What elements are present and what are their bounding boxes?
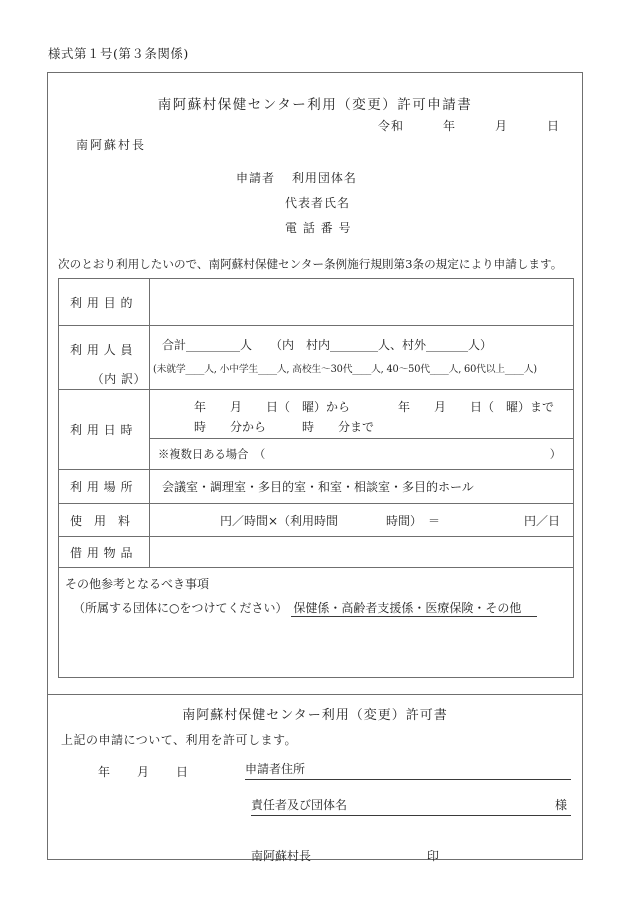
people-row [59,326,573,390]
other-heading: その他参考となるべき事項 [65,577,210,591]
people-label-breakdown: （内 訳） [91,372,146,386]
applicant-field-org-name: 利用団体名 [291,171,357,185]
datetime-multiday-cell [150,439,573,469]
datetime-date-line: 年 月 日（ 曜）から 年 月 日（ 曜）まで [194,400,555,414]
items-value-cell [150,537,573,567]
applicant-row-org [236,166,582,191]
usage-table [58,278,574,678]
multiday-close-paren: ） [549,448,561,461]
applicant-field-phone: 電 話 番 号 [285,221,352,235]
form-number-label: 様式第１号(第３条関係) [48,46,189,61]
datetime-label: 利 用 日 時 [59,390,150,469]
people-total-line: 合計_________人 （内 村内________人、村外_______人） [162,338,493,352]
people-value-cell [150,326,573,389]
honorific-label: 様 [554,798,567,812]
items-row [59,537,573,568]
purpose-value-cell [150,279,573,325]
place-row [59,470,573,504]
applicant-address-label: 申請者住所 [245,762,306,776]
people-breakdown-line: (未就学____人, 小中学生____人, 高校生～30代____人, 40～50代____人, 60代以上____人) [153,364,537,375]
datetime-range-cell [150,390,573,439]
people-label [59,326,150,389]
applicant-block [236,166,582,241]
permit-date-address-line [98,760,571,780]
mayor-seal-line [251,847,582,864]
addressee-label: 南阿蘇村長 [76,138,147,152]
datetime-time-line: 時 分から 時 分まで [194,420,375,434]
other-affiliation-line [73,599,563,616]
datetime-row [59,390,573,470]
other-affiliation-options: 保健係・高齢者支援係・医療保険・その他 [291,601,537,617]
other-row [59,568,573,677]
era-date-line: 令和 年 月 日 [377,119,560,133]
responsible-label: 責任者及び団体名 [251,798,348,812]
mayor-label: 南阿蘇村長 [251,849,312,863]
applicant-label: 申請者 [236,171,276,185]
permit-section [48,694,582,863]
form-outer-frame [47,72,583,863]
permit-body-text: 上記の申請について、利用を許可します。 [61,733,298,747]
permit-date-blanks: 年 月 日 [98,765,190,779]
applicant-row-representative [236,191,582,216]
purpose-label: 利 用 目 的 [59,279,150,325]
items-label: 借 用 物 品 [59,537,150,567]
datetime-value-cell [150,390,573,469]
other-affiliation-instruction: （所属する団体に○をつけてください） [73,601,288,615]
seal-label: 印 [426,849,439,863]
fee-row [59,504,573,537]
permit-title: 南阿蘇村保健センター利用（変更）許可書 [182,708,448,723]
place-label: 利 用 場 所 [59,470,150,503]
applicant-field-representative: 代表者氏名 [285,196,351,210]
purpose-row [59,279,573,326]
responsible-underline [251,796,571,816]
multiday-note: ※複数日ある場合 （ [158,448,266,461]
intro-text: 次のとおり利用したいので、南阿蘇村保健センター条例施行規則第3条の規定により申請します。 [58,257,563,271]
place-value-cell: 会議室・調理室・多目的室・和室・相談室・多目的ホール [162,480,474,494]
applicant-address-underline [245,760,571,780]
people-label-main: 利 用 人 員 [70,343,133,357]
application-title: 南阿蘇村保健センター利用（変更）許可申請書 [157,97,473,113]
fee-label: 使 用 料 [59,504,150,536]
fee-value-cell: 円／時間×（利用時間 時間） ＝ 円／日 [220,513,561,528]
applicant-row-phone [236,216,582,241]
